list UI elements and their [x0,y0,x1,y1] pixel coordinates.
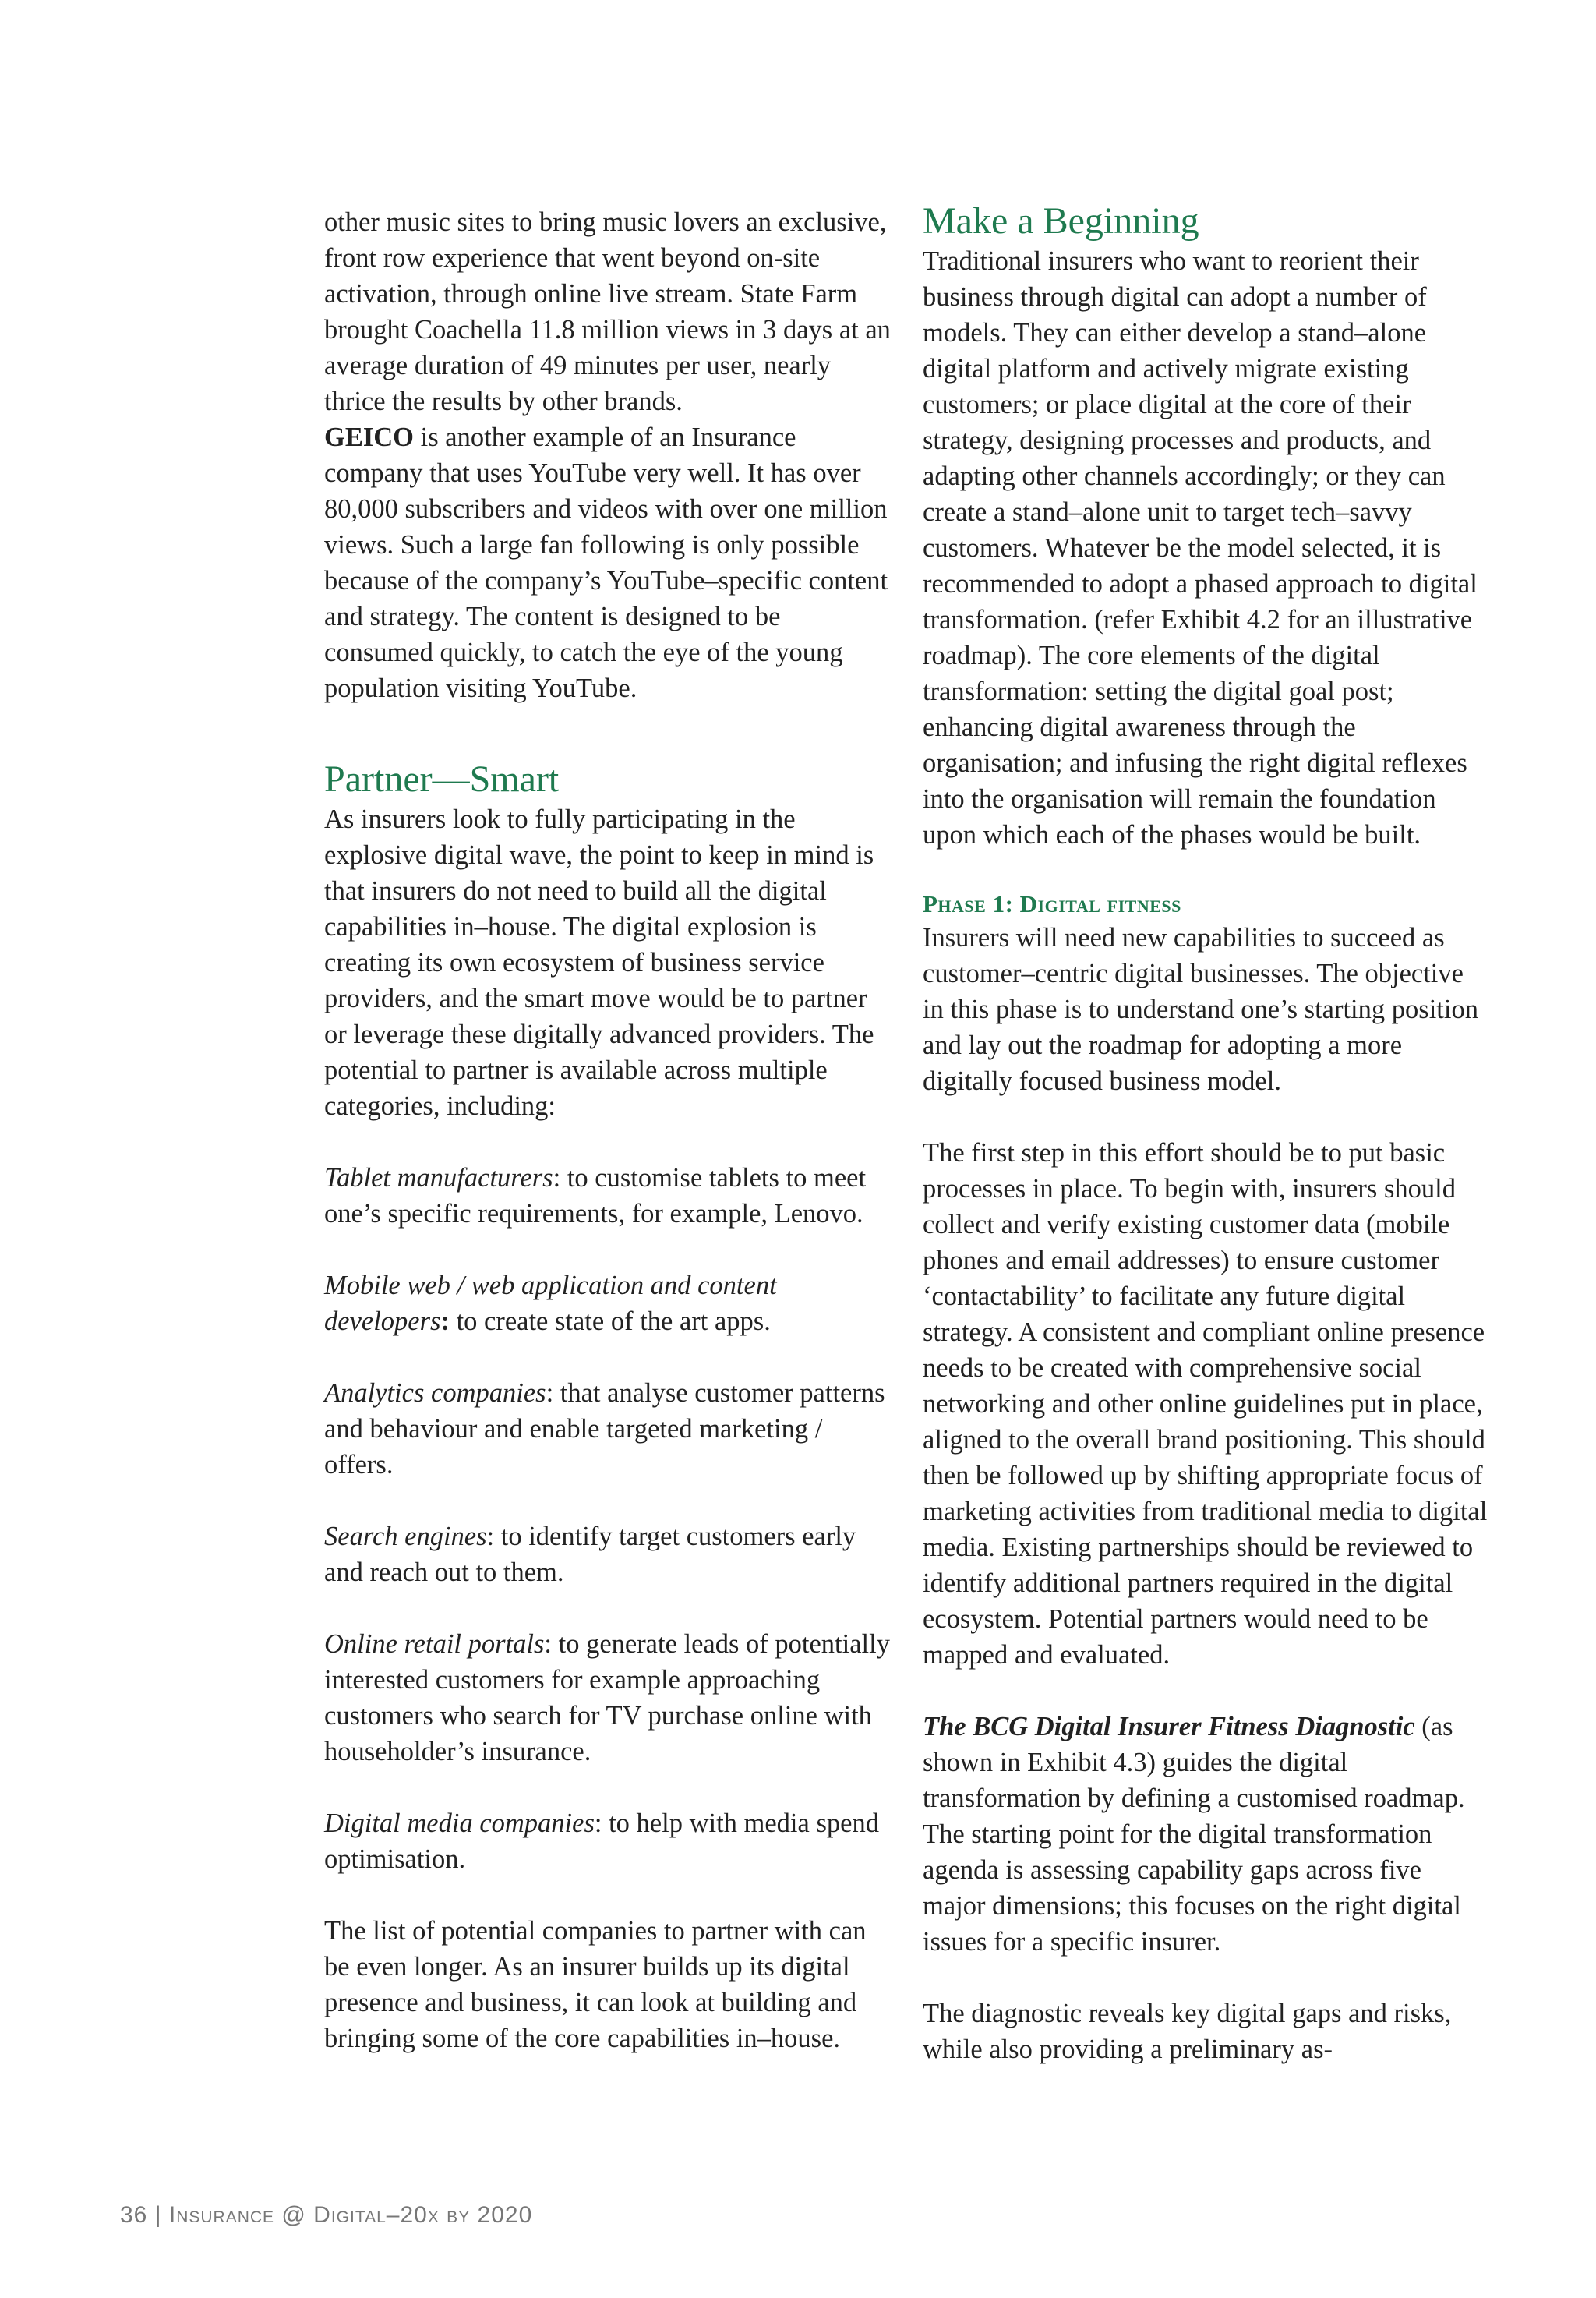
list-item-text: that analyse customer patterns and behaviour and enable targeted marketing / offers. [324,1378,885,1480]
right-paragraph-4 [923,1709,1490,1960]
list-item-label: Online retail portals [324,1629,545,1659]
left-paragraph-3: The list of potential companies to partner with can be even longer. As an insurer builds up its digital presence and business, it can look at building and bringing some of the core capabilities in–house. [324,1916,867,2053]
left-paragraph-1-continued: is another example of an Insurance company that uses YouTube very well. It has over 80,000 subscribers and videos with over one million views. Such a large fan following is only possible because of the company’s YouTube–specific content and strategy. The content is designed to be consumed quickly, to catch the eye of the young population visiting YouTube. [324,422,888,703]
list-item-text: to create state of the art apps. [449,1306,771,1336]
list-item-mobile-web [324,1267,892,1339]
list-item-separator: : [553,1163,561,1193]
list-item-label: Mobile web / web application and content developers [324,1271,777,1336]
left-paragraph-1 [324,204,892,706]
right-paragraph-5: The diagnostic reveals key digital gaps and risks, while also providing a preliminary as- [923,1999,1452,2064]
list-item-label: Digital media companies [324,1808,595,1838]
right-paragraph-2: Insurers will need new capabilities to succeed as customer–centric digital businesses. The objective in this phase is to understand one’s starting position and lay out the roadmap for adopting a more digitally focused business model. [923,923,1478,1096]
list-item-analytics [324,1375,892,1483]
diagnostic-title: The BCG Digital Insurer Fitness Diagnostic [923,1712,1415,1741]
page-number: 36 [120,2202,148,2228]
left-paragraph-2: As insurers look to fully participating in the explosive digital wave, the point to keep in mind is that insurers do not need to build all the digital capabilities in–house. The digital explosion is creating its own ecosystem of business service providers, and the smart move would be to partner or leverage these digitally advanced providers. The potential to partner is available across multiple categories, including: [324,804,874,1121]
heading-partner-smart: Partner—Smart [324,758,560,800]
list-item-tablet [324,1160,892,1232]
footer-title: Insurance @ Digital–20x by 2020 [168,2202,533,2228]
right-paragraph-1: Traditional insurers who want to reorient their business through digital can adopt a number of models. They can either develop a stand–alone digital platform and actively migrate existing customers; or place digital at the core of their strategy, designing processes and products, and adapting other channels accordingly; or they can create a stand–alone unit to target tech–savvy customers. Whatever be the model selected, it is recommended to adopt a phased approach to digital transformation. (refer Exhibit 4.2 for an illustrative roadmap). The core elements of the digital transformation: setting the digital goal post; enhancing digital awareness through the organisation; and infusing the right digital reflexes into the organisation will remain the foundation upon which each of the phases would be built. [923,246,1478,850]
list-item-text: to generate leads of potentially interested customers for example approaching customers who search for TV purchase online with householder’s insurance. [324,1629,890,1766]
list-item-separator: : [544,1629,552,1659]
left-paragraph-1-text: other music sites to bring music lovers an exclusive, front row experience that went beyond on-site activation, through online live stream. State Farm brought Coachella 11.8 million views in 3 days at an average duration of 49 minutes per user, nearly thrice the results by other brands. [324,207,891,416]
right-column [923,200,1490,2067]
list-item-separator: : [546,1378,554,1408]
list-item-digital-media [324,1805,892,1877]
list-item-search-engines [324,1518,892,1590]
list-item-text: to customise tablets to meet one’s specific requirements, for example, Lenovo. [324,1163,867,1229]
list-item-label: Analytics companies [324,1378,546,1408]
geico-emphasis: GEICO [324,422,415,452]
list-item-text: to identify target customers early and reach out to them. [324,1522,856,1587]
page-footer [120,2201,532,2229]
list-item-label: Tablet manufacturers [324,1163,553,1193]
right-paragraph-3: The first step in this effort should be to put basic processes in place. To begin with, insurers should collect and verify existing customer data (mobile phones and email addresses) to ensure customer ‘contactability’ to facilitate any future digital strategy. A consistent and compliant online presence needs to be created with comprehensive social networking and other online guidelines put in place, aligned to the overall brand positioning. This should then be followed up by shifting appropriate focus of marketing activities from traditional media to digital media. Existing partnerships should be reviewed to identify additional partners required in the digital ecosystem. Potential partners would need to be mapped and evaluated. [923,1138,1488,1670]
list-item-online-retail [324,1626,892,1769]
list-item-separator: : [594,1808,602,1838]
footer-separator: | [154,2202,162,2228]
list-item-separator: : [486,1522,495,1551]
list-item-separator: : [440,1306,450,1336]
list-item-text: to help with media spend optimisation. [324,1808,879,1874]
list-item-label: Search engines [324,1522,487,1551]
heading-phase-1: Phase 1: Digital fitness [923,890,1181,917]
heading-make-a-beginning: Make a Beginning [923,200,1199,242]
right-paragraph-4-text: (as shown in Exhibit 4.3) guides the digital transformation by defining a customised roadmap. The starting point for the digital transformation agenda is assessing capability gaps across five major dimensions; this focuses on the right digital issues for a specific insurer. [923,1712,1465,1957]
left-column [324,204,892,2056]
